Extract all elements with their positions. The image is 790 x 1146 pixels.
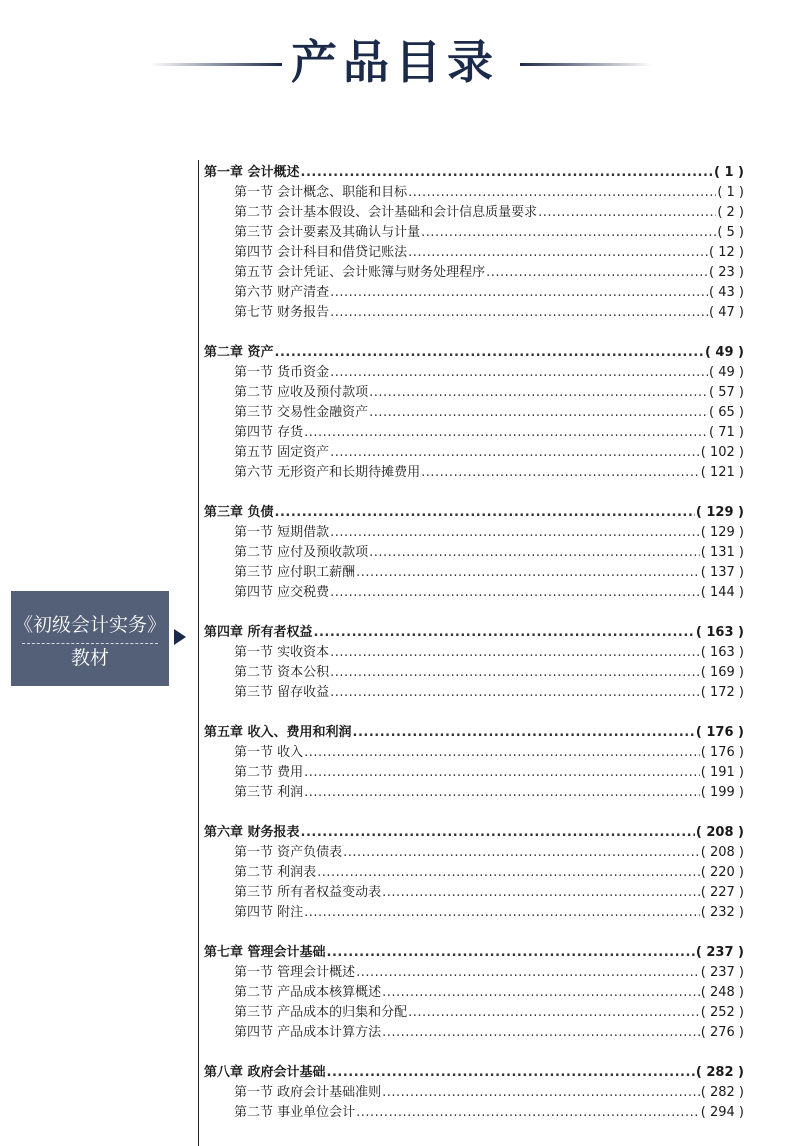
section-entry-label: 第一节 资产负债表	[234, 845, 343, 860]
section-entry-page-number: ( 12 )	[709, 245, 744, 260]
section-entry-label: 第三节 所有者权益变动表	[234, 885, 382, 900]
dot-leader	[330, 363, 708, 383]
chapter-entry[interactable]	[204, 943, 744, 963]
table-of-contents	[204, 163, 744, 1143]
chapter-entry-page-number: ( 163 )	[695, 625, 744, 640]
chapter-entry[interactable]	[204, 343, 744, 363]
section-entry[interactable]	[204, 863, 744, 883]
section-entry-label: 第三节 交易性金融资产	[234, 405, 369, 420]
section-entry-label: 第四节 附注	[234, 905, 304, 920]
section-entry[interactable]	[204, 643, 744, 663]
chapter-entry[interactable]	[204, 623, 744, 643]
section-entry-page-number: ( 191 )	[700, 765, 744, 780]
toc-divider-line	[198, 160, 199, 1146]
section-entry-page-number: ( 208 )	[700, 845, 744, 860]
chapter-entry[interactable]	[204, 1063, 744, 1083]
chapter-entry-label: 第一章 会计概述	[204, 165, 300, 180]
page-title: 产品目录	[291, 35, 499, 89]
dot-leader	[330, 643, 700, 663]
chapter-block	[204, 943, 744, 1043]
chapter-entry-label: 第六章 财务报表	[204, 825, 300, 840]
chapter-entry-label: 第四章 所有者权益	[204, 625, 313, 640]
section-entry-page-number: ( 57 )	[709, 385, 744, 400]
section-entry-label: 第一节 政府会计基础准则	[234, 1085, 382, 1100]
section-entry-page-number: ( 47 )	[709, 305, 744, 320]
dot-leader	[369, 403, 708, 423]
section-entry-label: 第三节 留存收益	[234, 685, 330, 700]
chapter-block	[204, 1063, 744, 1123]
badge-separator	[22, 643, 158, 644]
section-entry-label: 第二节 产品成本核算概述	[234, 985, 382, 1000]
section-entry[interactable]	[204, 1003, 744, 1023]
dot-leader	[408, 183, 716, 203]
title-decoration-right	[520, 63, 652, 66]
chapter-entry-label: 第七章 管理会计基础	[204, 945, 326, 960]
section-entry-label: 第二节 资本公积	[234, 665, 330, 680]
section-entry-label: 第二节 会计基本假设、会计基础和会计信息质量要求	[234, 205, 538, 220]
section-entry[interactable]	[204, 543, 744, 563]
section-entry-label: 第三节 应付职工薪酬	[234, 565, 356, 580]
section-entry[interactable]	[204, 1083, 744, 1103]
section-entry-page-number: ( 227 )	[700, 885, 744, 900]
chapter-block	[204, 823, 744, 923]
dot-leader	[356, 963, 700, 983]
section-entry-page-number: ( 163 )	[700, 645, 744, 660]
section-entry[interactable]	[204, 963, 744, 983]
section-entry-page-number: ( 176 )	[700, 745, 744, 760]
dot-leader	[304, 783, 700, 803]
chapter-entry[interactable]	[204, 163, 744, 183]
section-entry-page-number: ( 294 )	[700, 1105, 744, 1120]
section-entry-page-number: ( 102 )	[700, 445, 744, 460]
section-entry-label: 第二节 利润表	[234, 865, 317, 880]
chapter-block	[204, 503, 744, 603]
section-entry[interactable]	[204, 283, 744, 303]
section-entry-label: 第三节 利润	[234, 785, 304, 800]
section-entry-page-number: ( 121 )	[700, 465, 744, 480]
dot-leader	[382, 1023, 700, 1043]
section-entry-page-number: ( 5 )	[717, 225, 744, 240]
section-entry-label: 第一节 会计概念、职能和目标	[234, 185, 408, 200]
section-entry-label: 第一节 货币资金	[234, 365, 330, 380]
chapter-entry-page-number: ( 282 )	[695, 1065, 744, 1080]
section-entry[interactable]	[204, 523, 744, 543]
section-entry-page-number: ( 65 )	[709, 405, 744, 420]
section-entry[interactable]	[204, 1023, 744, 1043]
dot-leader	[382, 883, 700, 903]
section-entry-label: 第一节 收入	[234, 745, 304, 760]
dot-leader	[353, 723, 695, 743]
section-entry-label: 第七节 财务报告	[234, 305, 330, 320]
dot-leader	[330, 523, 700, 543]
chapter-entry-page-number: ( 1 )	[714, 165, 744, 180]
section-entry-label: 第一节 实收资本	[234, 645, 330, 660]
section-entry[interactable]	[204, 223, 744, 243]
section-entry-page-number: ( 137 )	[700, 565, 744, 580]
section-entry[interactable]	[204, 983, 744, 1003]
dot-leader	[330, 663, 700, 683]
section-entry[interactable]	[204, 403, 744, 423]
dot-leader	[275, 503, 695, 523]
section-entry[interactable]	[204, 263, 744, 283]
section-entry-page-number: ( 282 )	[700, 1085, 744, 1100]
dot-leader	[301, 823, 695, 843]
section-entry[interactable]	[204, 563, 744, 583]
section-entry-label: 第二节 事业单位会计	[234, 1105, 356, 1120]
chapter-block	[204, 163, 744, 323]
section-entry-label: 第四节 会计科目和借贷记账法	[234, 245, 408, 260]
section-entry-page-number: ( 43 )	[709, 285, 744, 300]
dot-leader	[408, 1003, 700, 1023]
chapter-block	[204, 623, 744, 703]
section-entry-label: 第五节 会计凭证、会计账簿与财务处理程序	[234, 265, 486, 280]
dot-leader	[304, 763, 700, 783]
section-entry-page-number: ( 71 )	[709, 425, 744, 440]
dot-leader	[421, 223, 716, 243]
dot-leader	[330, 443, 700, 463]
section-entry[interactable]	[204, 303, 744, 323]
section-entry[interactable]	[204, 683, 744, 703]
section-entry-label: 第四节 产品成本计算方法	[234, 1025, 382, 1040]
section-entry-label: 第六节 无形资产和长期待摊费用	[234, 465, 421, 480]
chapter-block	[204, 343, 744, 483]
section-entry[interactable]	[204, 443, 744, 463]
dot-leader	[356, 563, 700, 583]
section-entry-page-number: ( 144 )	[700, 585, 744, 600]
dot-leader	[356, 1103, 700, 1123]
dot-leader	[538, 203, 716, 223]
dot-leader	[327, 1063, 695, 1083]
dot-leader	[486, 263, 708, 283]
section-entry[interactable]	[204, 903, 744, 923]
section-entry[interactable]	[204, 743, 744, 763]
section-entry-page-number: ( 237 )	[700, 965, 744, 980]
section-entry[interactable]	[204, 583, 744, 603]
chapter-entry-page-number: ( 129 )	[695, 505, 744, 520]
section-entry-page-number: ( 276 )	[700, 1025, 744, 1040]
chapter-entry-label: 第八章 政府会计基础	[204, 1065, 326, 1080]
section-entry-label: 第三节 会计要素及其确认与计量	[234, 225, 421, 240]
dot-leader	[330, 303, 708, 323]
section-entry-page-number: ( 169 )	[700, 665, 744, 680]
dot-leader	[369, 543, 700, 563]
dot-leader	[421, 463, 700, 483]
chapter-entry-label: 第五章 收入、费用和利润	[204, 725, 352, 740]
dot-leader	[301, 163, 713, 183]
section-entry[interactable]	[204, 843, 744, 863]
chapter-entry[interactable]	[204, 823, 744, 843]
dot-leader	[330, 283, 708, 303]
dot-leader	[317, 863, 700, 883]
dot-leader	[304, 743, 700, 763]
dot-leader	[304, 903, 700, 923]
section-entry-page-number: ( 129 )	[700, 525, 744, 540]
section-entry[interactable]	[204, 1103, 744, 1123]
section-entry-label: 第一节 短期借款	[234, 525, 330, 540]
dot-leader	[369, 383, 708, 403]
chapter-entry-label: 第二章 资产	[204, 345, 274, 360]
chapter-block	[204, 723, 744, 803]
chapter-entry-page-number: ( 237 )	[695, 945, 744, 960]
section-entry[interactable]	[204, 243, 744, 263]
section-entry-label: 第二节 应付及预收款项	[234, 545, 369, 560]
dot-leader	[382, 1083, 700, 1103]
section-entry[interactable]	[204, 783, 744, 803]
section-entry[interactable]	[204, 383, 744, 403]
section-entry-page-number: ( 248 )	[700, 985, 744, 1000]
title-decoration-left	[150, 63, 282, 66]
section-entry-page-number: ( 131 )	[700, 545, 744, 560]
chapter-entry[interactable]	[204, 723, 744, 743]
section-entry-page-number: ( 23 )	[709, 265, 744, 280]
chapter-entry[interactable]	[204, 503, 744, 523]
section-entry-label: 第一节 管理会计概述	[234, 965, 356, 980]
book-type: 教材	[70, 647, 109, 669]
book-title-badge	[11, 591, 169, 686]
section-entry[interactable]	[204, 363, 744, 383]
section-entry-page-number: ( 252 )	[700, 1005, 744, 1020]
chapter-entry-page-number: ( 208 )	[695, 825, 744, 840]
section-entry-label: 第六节 财产清查	[234, 285, 330, 300]
section-entry-page-number: ( 2 )	[717, 205, 744, 220]
dot-leader	[330, 683, 700, 703]
section-entry-page-number: ( 220 )	[700, 865, 744, 880]
section-entry[interactable]	[204, 203, 744, 223]
section-entry[interactable]	[204, 183, 744, 203]
dot-leader	[408, 243, 708, 263]
section-entry-page-number: ( 172 )	[700, 685, 744, 700]
book-title: 《初级会计实务》	[13, 614, 166, 636]
dot-leader	[382, 983, 700, 1003]
section-entry-page-number: ( 1 )	[717, 185, 744, 200]
dot-leader	[304, 423, 708, 443]
chapter-entry-label: 第三章 负债	[204, 505, 274, 520]
dot-leader	[314, 623, 695, 643]
section-entry-label: 第四节 应交税费	[234, 585, 330, 600]
section-entry[interactable]	[204, 763, 744, 783]
section-entry-page-number: ( 199 )	[700, 785, 744, 800]
section-entry-label: 第四节 存货	[234, 425, 304, 440]
chapter-entry-page-number: ( 49 )	[704, 345, 744, 360]
section-entry-label: 第五节 固定资产	[234, 445, 330, 460]
section-entry-page-number: ( 49 )	[709, 365, 744, 380]
dot-leader	[343, 843, 700, 863]
dot-leader	[330, 583, 700, 603]
section-entry-label: 第二节 费用	[234, 765, 304, 780]
section-entry-label: 第二节 应收及预付款项	[234, 385, 369, 400]
section-entry-page-number: ( 232 )	[700, 905, 744, 920]
arrow-right-icon	[174, 629, 186, 645]
section-entry[interactable]	[204, 883, 744, 903]
section-entry[interactable]	[204, 423, 744, 443]
section-entry[interactable]	[204, 663, 744, 683]
chapter-entry-page-number: ( 176 )	[695, 725, 744, 740]
dot-leader	[327, 943, 695, 963]
section-entry-label: 第三节 产品成本的归集和分配	[234, 1005, 408, 1020]
section-entry[interactable]	[204, 463, 744, 483]
dot-leader	[275, 343, 704, 363]
